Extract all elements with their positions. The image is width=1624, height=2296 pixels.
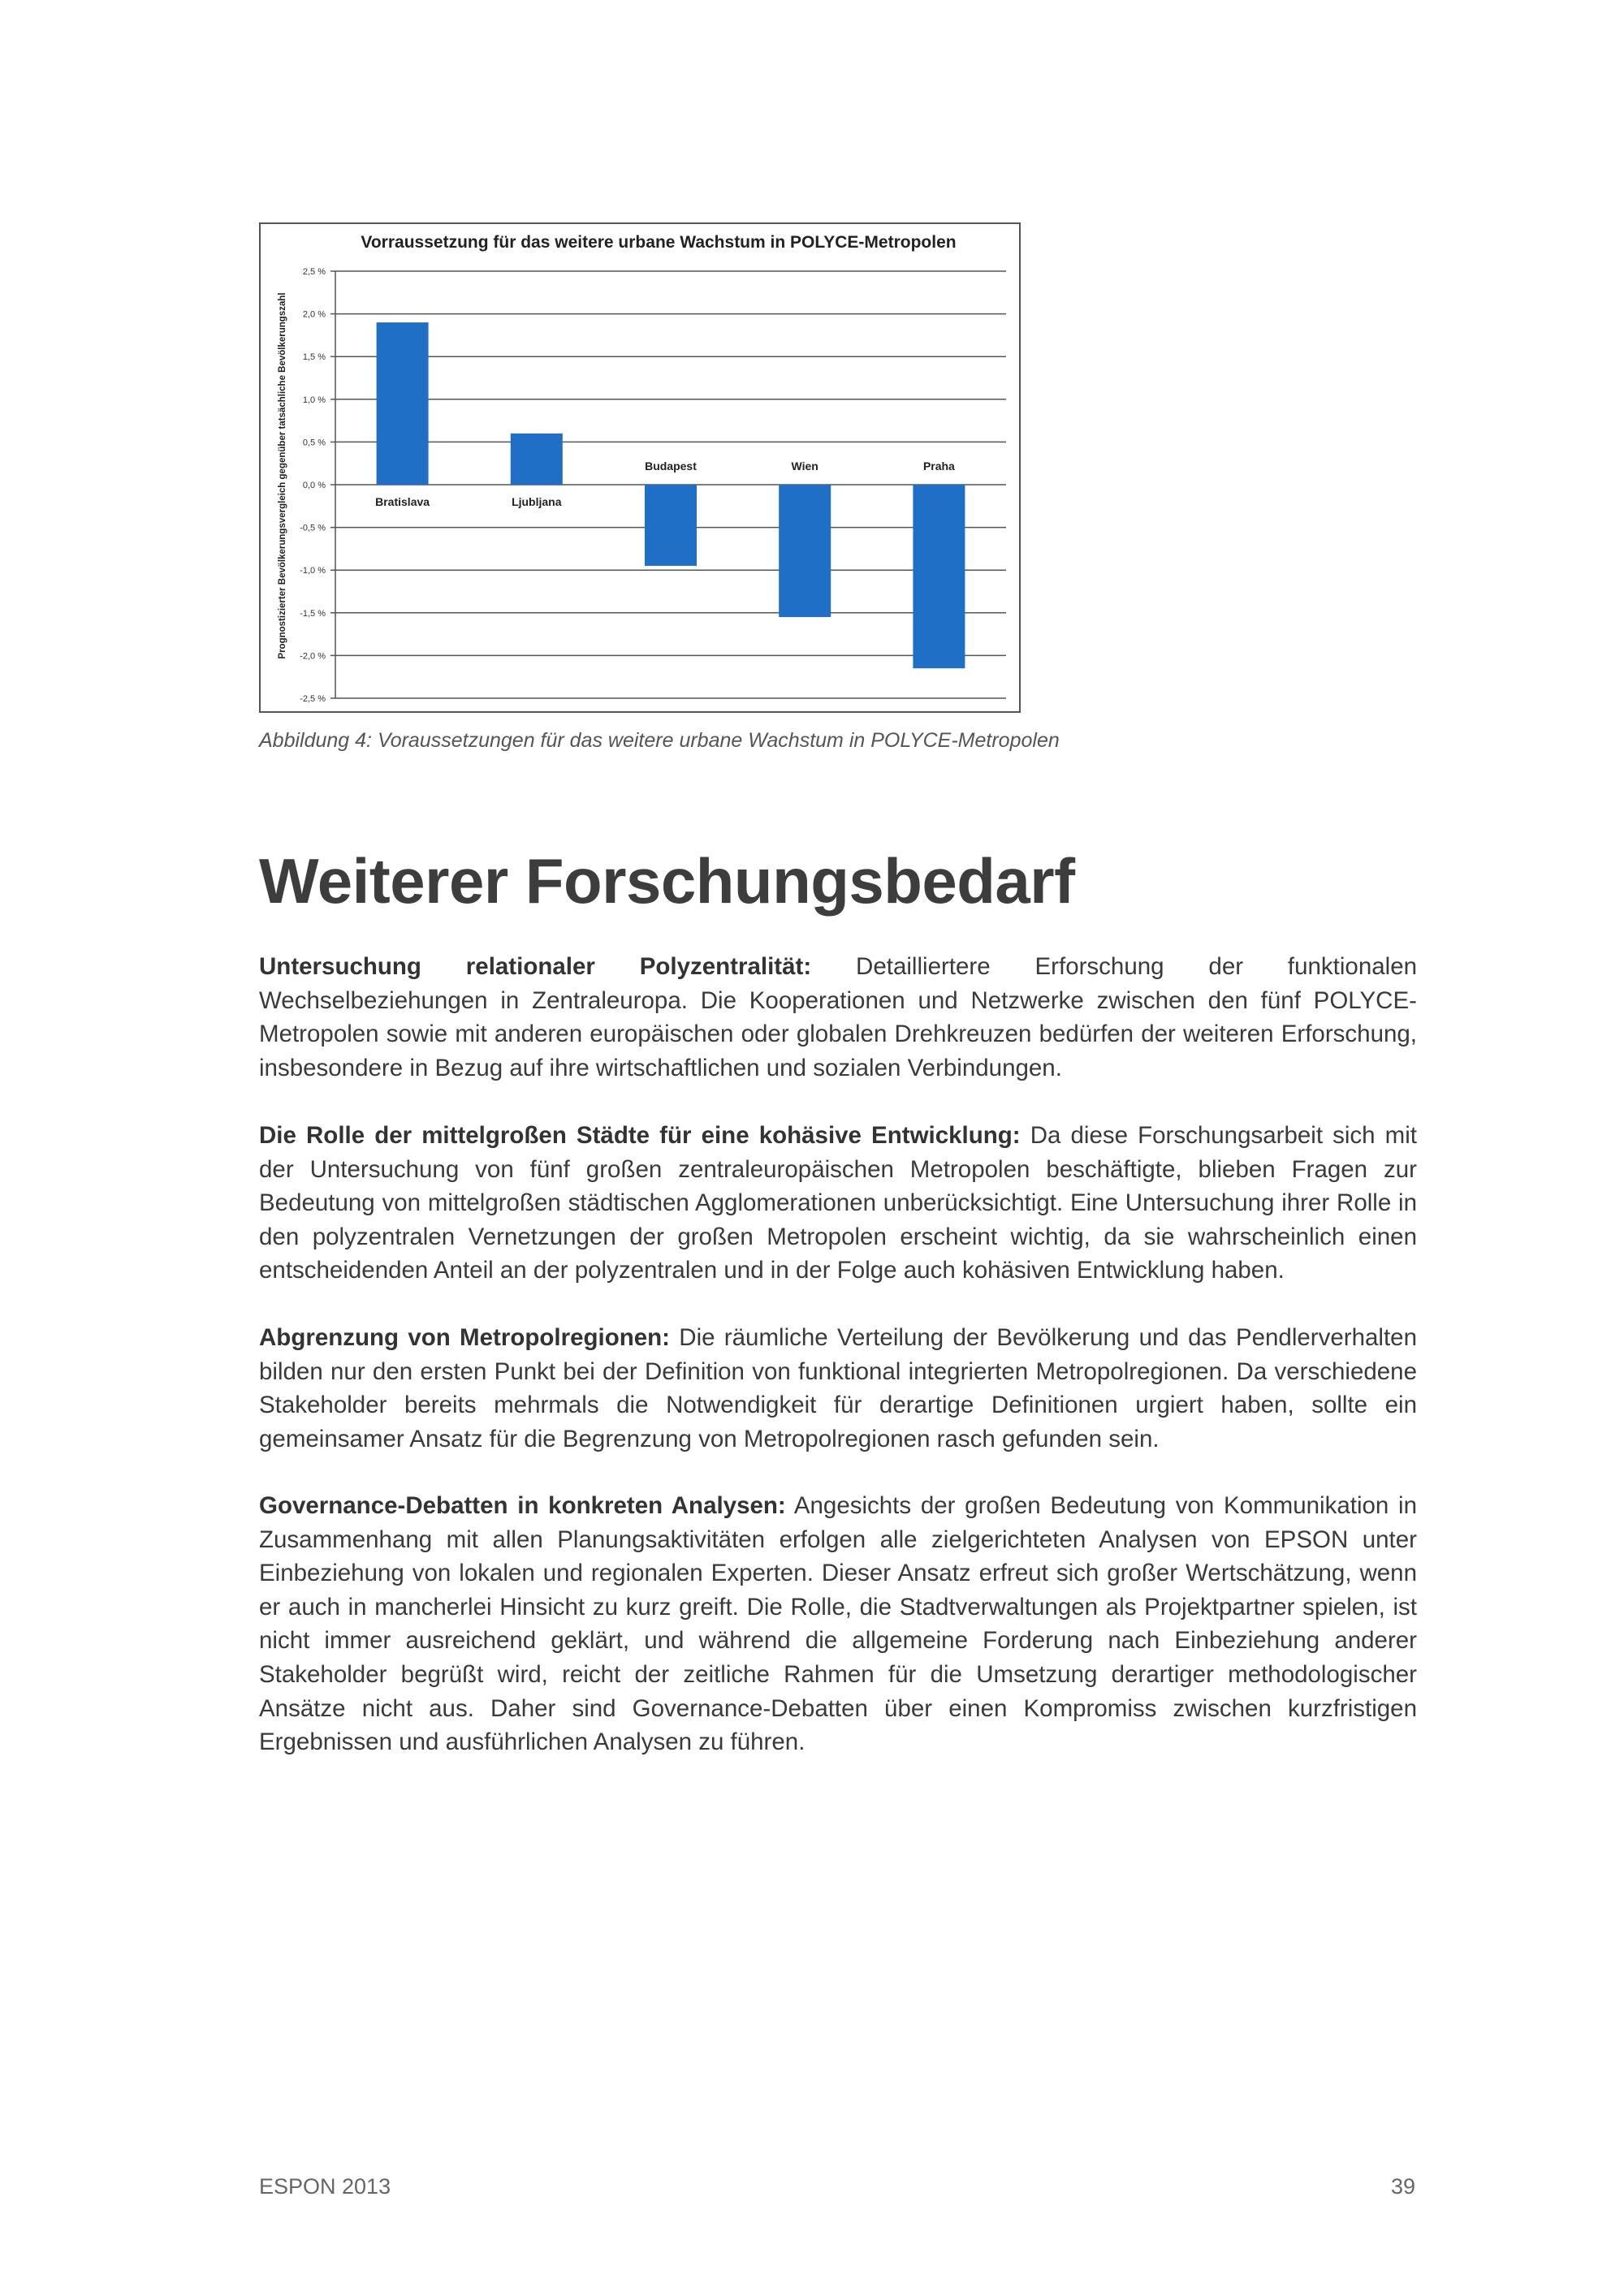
y-tick-label: 2,0 % <box>302 309 326 320</box>
bar-wien <box>779 485 831 617</box>
figure-caption: Abbildung 4: Voraussetzungen für das weitere urbane Wachstum in POLYCE-Metropolen <box>259 729 1060 752</box>
category-label: Budapest <box>645 460 697 473</box>
y-tick-label: 2,5 % <box>302 267 326 277</box>
y-tick-label: 0,5 % <box>302 438 326 448</box>
bar-budapest <box>645 485 697 566</box>
paragraph-text: Angesichts der großen Bedeutung von Kommunikation in Zusammenhang mit allen Planungsaktivitäten erfolgen alle zielgerichteten Analysen von EPSON unter Einbeziehung von lokalen und regionalen Experten. Dieser Ansatz erfreut sich großer Wertschätzung, wenn er auch in mancherlei Hinsicht zu kurz greift. Die Rolle, die Stadtverwaltungen als Projektpartner spielen, ist nicht immer ausreichend geklärt, und während die allgemeine Forderung nach Einbeziehung anderer Stakeholder begrüßt wird, reicht der zeitliche Rahmen für die Umsetzung derartiger methodologischer Ansätze nicht aus. Daher sind Governance-Debatten über einen Kompromiss zwischen kurzfristigen Ergebnissen und ausführlichen Analysen zu führen. <box>259 1492 1417 1756</box>
bar-praha <box>913 485 965 668</box>
paragraph-title: Governance-Debatten in konkreten Analysen: <box>259 1492 786 1519</box>
y-tick-label: 1,5 % <box>302 352 326 363</box>
bar-chart <box>261 224 1019 711</box>
chart-title: Vorraussetzung für das weitere urbane Wachstum in POLYCE-Metropolen <box>361 233 957 252</box>
footer-publisher: ESPON 2013 <box>259 2174 391 2199</box>
y-tick-label: 1,0 % <box>302 395 326 405</box>
bar-bratislava <box>377 322 429 485</box>
section-heading: Weiterer Forschungsbedarf <box>259 845 1075 917</box>
y-tick-label: -0,5 % <box>300 523 326 533</box>
paragraph-text: Detailliertere Erforschung der funktionalen Wechselbeziehungen in Zentraleuropa. Die Kooperationen und Netzwerke zwischen den fünf POLYCE-Metropolen sowie mit anderen europäischen oder globalen Drehkreuzen bedürfen der weiteren Erforschung, insbesondere in Bezug auf ihre wirtschaftlichen und sozialen Verbindungen. <box>259 953 1418 1081</box>
paragraph-title: Die Rolle der mittelgroßen Städte für eine kohäsive Entwicklung: <box>259 1122 1021 1149</box>
research-paragraph-4 <box>259 1489 1417 1759</box>
chart-y-axis-label: Prognostizierter Bevölkerungsvergleich gegenüber tatsächliche Bevölkerungszahl <box>278 292 287 659</box>
y-tick-label: 0,0 % <box>302 481 326 490</box>
category-label: Ljubljana <box>512 495 562 508</box>
y-tick-label: -2,5 % <box>300 694 326 704</box>
research-paragraph-1 <box>259 950 1417 1085</box>
y-tick-label: -1,0 % <box>300 566 326 576</box>
research-paragraph-3 <box>259 1321 1417 1456</box>
category-label: Bratislava <box>375 495 430 508</box>
chart-frame <box>259 222 1021 713</box>
paragraph-text: Da diese Forschungsarbeit sich mit der Untersuchung von fünf großen zentraleuropäischen Metropolen beschäftigte, blieben Fragen zur Bedeutung von mittelgroßen städtischen Agglomerationen unberücksichtigt. Eine Untersuchung ihrer Rolle in den polyzentralen Vernetzungen der großen Metropolen erscheint wichtig, da sie wahrscheinlich einen entscheidenden Anteil an der polyzentralen und in der Folge auch kohäsiven Entwicklung haben. <box>259 1122 1417 1284</box>
research-paragraph-2 <box>259 1119 1417 1288</box>
y-tick-label: -1,5 % <box>300 608 326 619</box>
paragraph-title: Untersuchung relationaler Polyzentralität: <box>259 953 812 980</box>
footer-page-number: 39 <box>1390 2174 1415 2199</box>
paragraph-title: Abgrenzung von Metropolregionen: <box>259 1324 670 1351</box>
y-tick-label: -2,0 % <box>300 651 326 662</box>
paragraph-text: Die räumliche Verteilung der Bevölkerung und das Pendlerverhalten bilden nur den ersten Punkt bei der Definition von funktional integrierten Metropolregionen. Da verschiedene Stakeholder bereits mehrmals die Notwendigkeit für derartige Definitionen urgiert haben, sollte ein gemeinsamer Ansatz für die Begrenzung von Metropolregionen rasch gefunden sein. <box>259 1324 1417 1452</box>
bar-ljubljana <box>511 434 563 485</box>
category-label: Wien <box>791 460 818 473</box>
category-label: Praha <box>922 460 955 473</box>
